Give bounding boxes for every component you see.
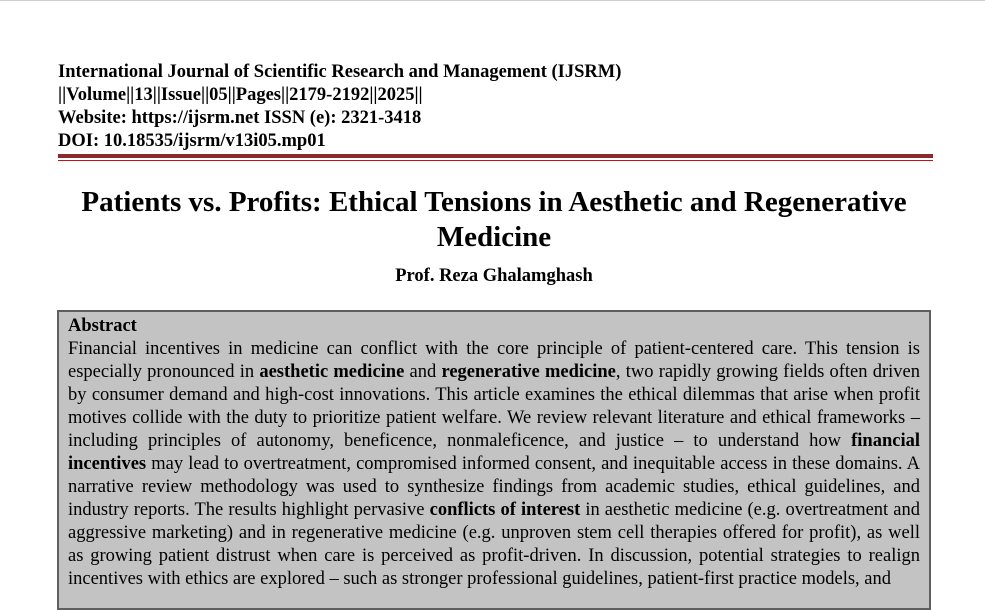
abstract-text-segment: and bbox=[404, 362, 442, 382]
header-divider bbox=[58, 154, 933, 158]
abstract-text-segment: may lead to overtreatment, compromised informed consent, and inequitable access in these domains. A narrative review methodology was used to synthesize findings from academic studies, ethical guidelines, and industry reports. The results highlight pervasive bbox=[68, 454, 920, 520]
abstract-text-segment: in aesthetic medicine (e.g. overtreatment and aggressive marketing) and in regenerative medicine (e.g. unproven stem cell therapies offered for profit), as well as growing patient distrust when care is perceived as profit-driven. In discussion, potential strategies to realign incentives with ethics are explored – such as stronger professional guidelines, patient-first practice models, and bbox=[68, 500, 921, 589]
doi: DOI: 10.18535/ijsrm/v13i05.mp01 bbox=[58, 131, 326, 151]
journal-name: International Journal of Scientific Research and Management (IJSRM) bbox=[58, 62, 622, 82]
abstract-box bbox=[57, 310, 931, 610]
abstract-body bbox=[68, 338, 920, 591]
abstract-heading: Abstract bbox=[68, 316, 137, 336]
website-issn: Website: https://ijsrm.net ISSN (e): 2321-3418 bbox=[58, 108, 422, 128]
abstract-text-segment: , two rapidly growing fields often driven by consumer demand and high-cost innovations. This article examines the ethical dilemmas that arise when profit motives collide with the duty to prioritize patient welfare. We review relevant literature and ethical frameworks – including principles of autonomy, beneficence, nonmaleficence, and justice – to understand how bbox=[68, 362, 920, 451]
header-divider-thin bbox=[58, 160, 933, 161]
abstract-keyword: aesthetic medicine bbox=[259, 362, 405, 382]
journal-header bbox=[58, 61, 938, 153]
paper-author: Prof. Reza Ghalamghash bbox=[395, 266, 593, 286]
abstract-keyword: financial incentives bbox=[68, 431, 920, 474]
abstract-keyword: conflicts of interest bbox=[429, 500, 581, 520]
volume-issue-pages: ||Volume||13||Issue||05||Pages||2179-2192||2025|| bbox=[58, 85, 423, 105]
paper-title: Patients vs. Profits: Ethical Tensions in Aesthetic and Regenerative Medicine bbox=[81, 186, 907, 253]
abstract-keyword: regenerative medicine bbox=[441, 362, 616, 382]
abstract-text-segment: Financial incentives in medicine can conflict with the core principle of patient-centered care. This tension is especially pronounced in bbox=[68, 339, 920, 382]
top-border bbox=[0, 0, 985, 1]
